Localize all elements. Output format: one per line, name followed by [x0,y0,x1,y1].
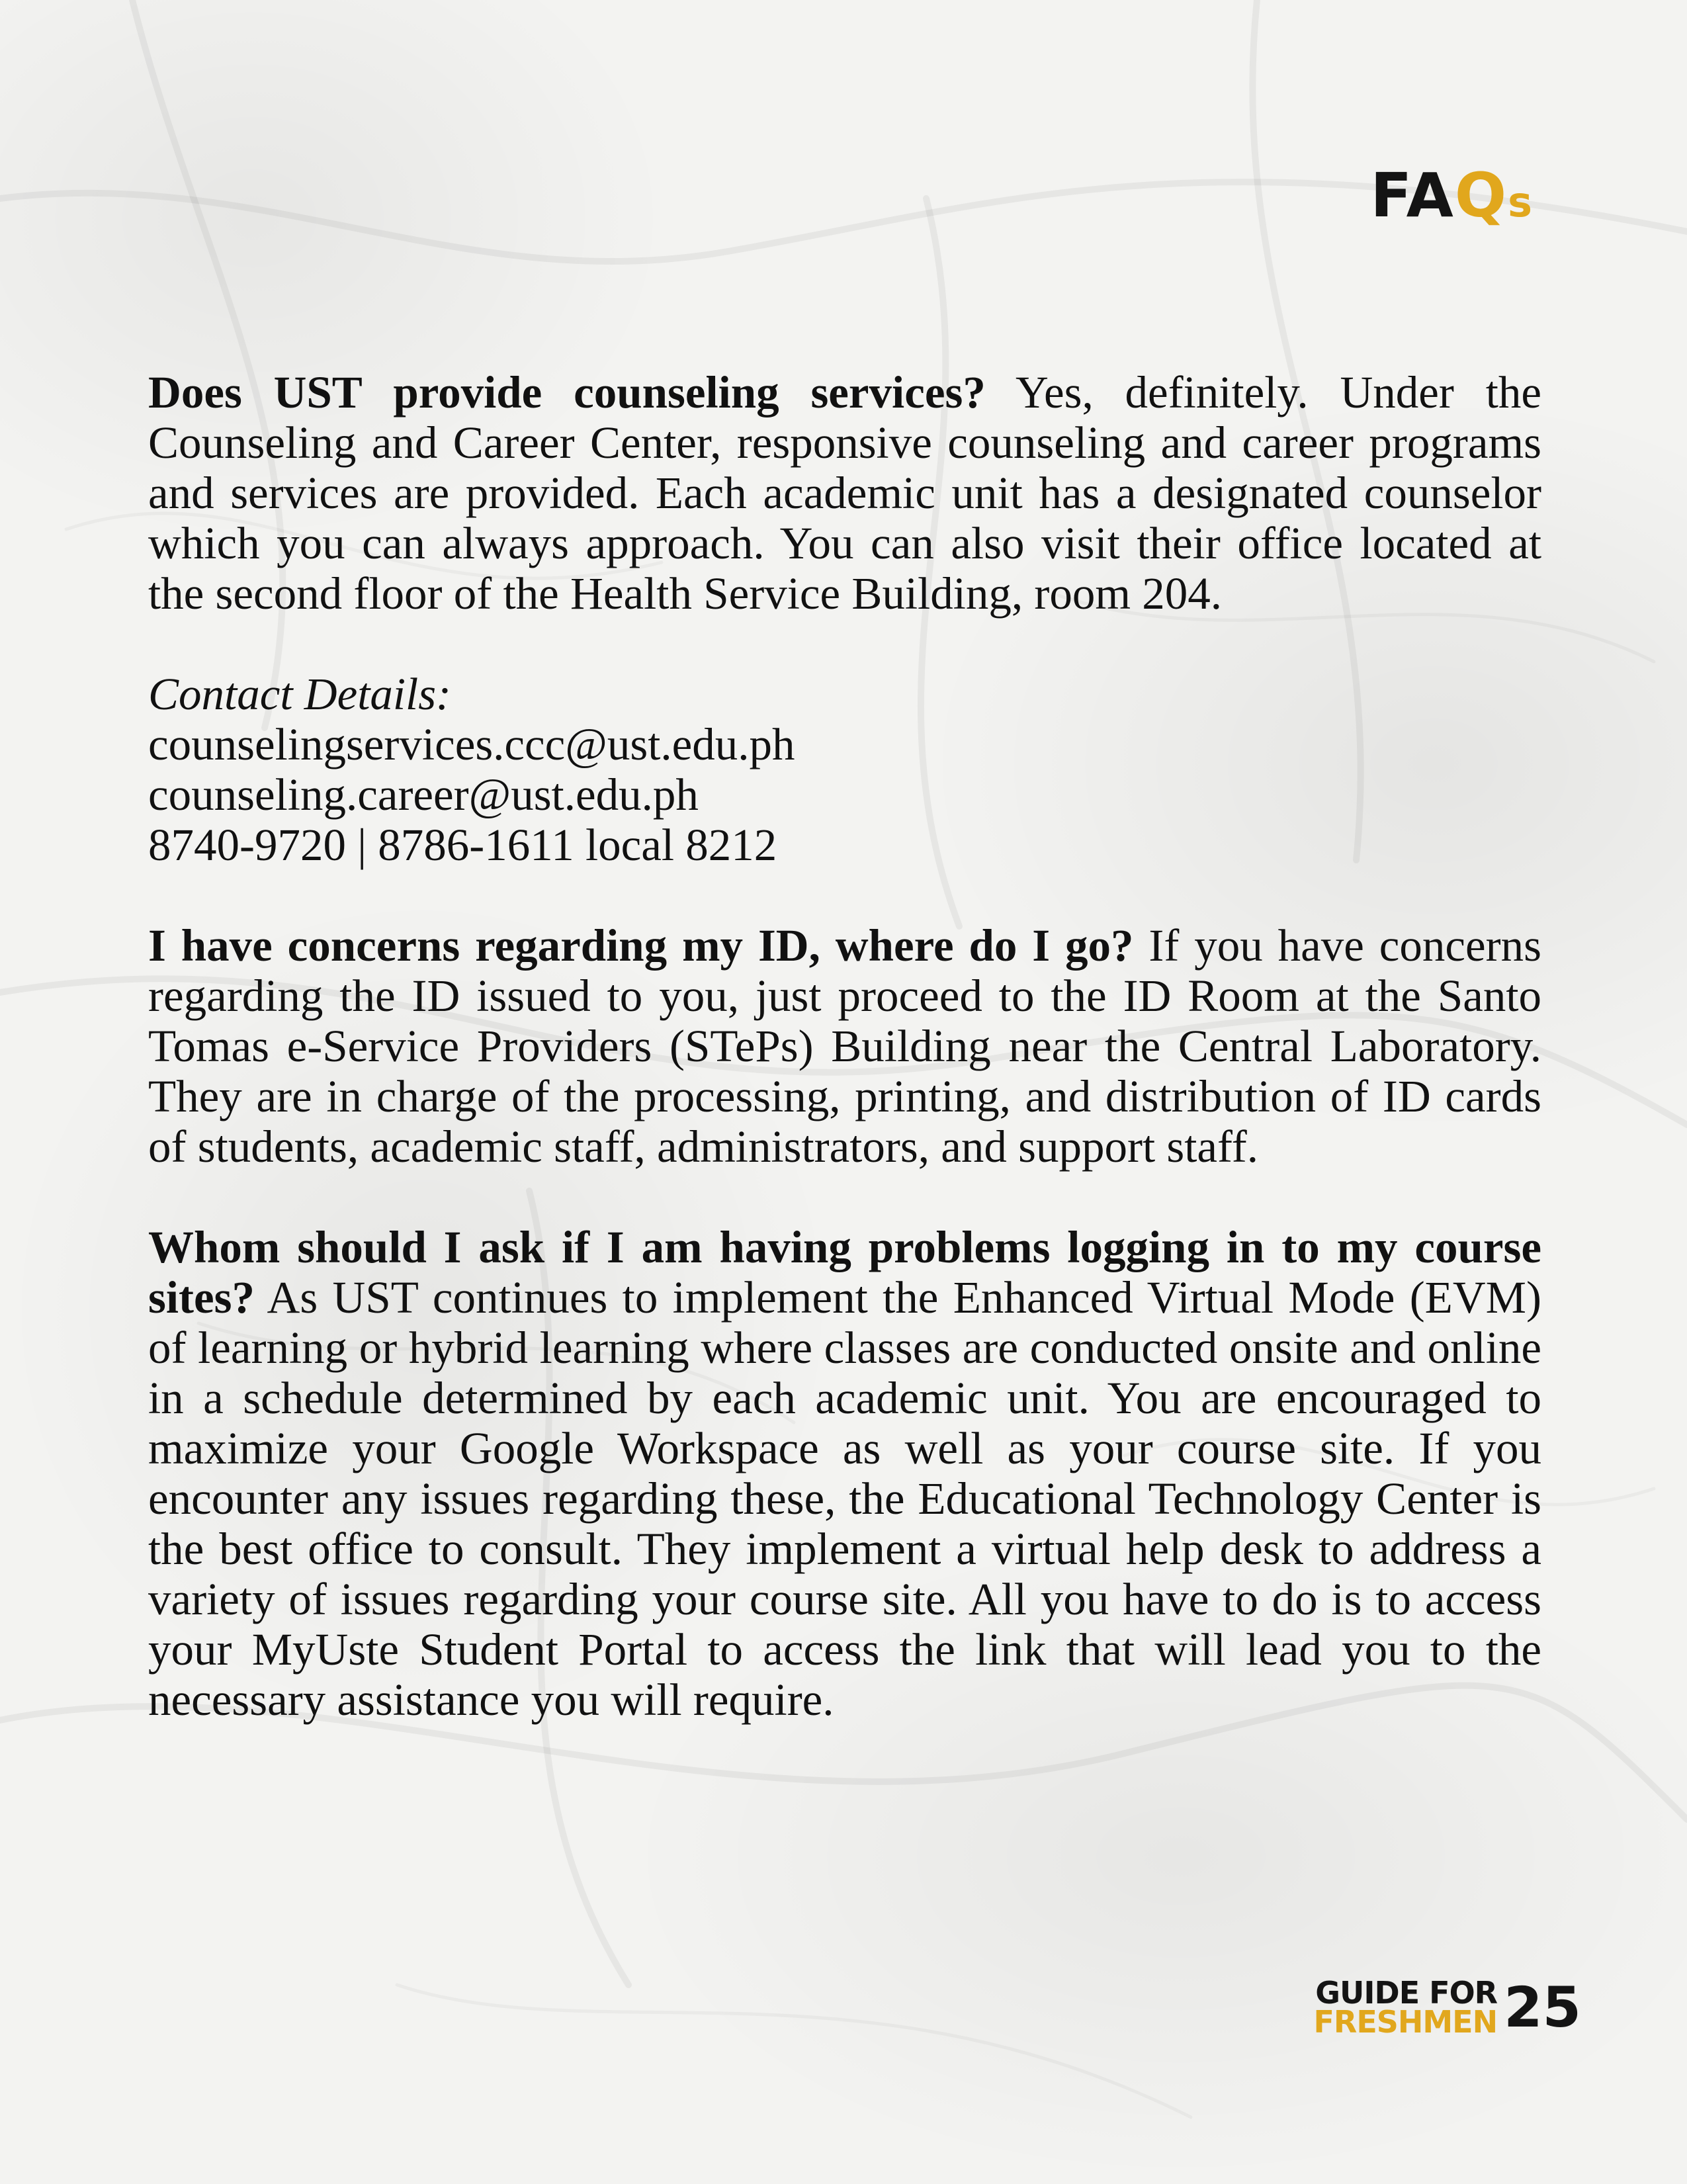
page-title [1370,160,1534,231]
title-fa: FA [1370,160,1455,231]
faq-content [148,367,1541,1775]
page-footer [1313,1975,1582,2040]
contact-phone: 8740-9720 | 8786-1611 local 8212 [148,820,777,870]
contact-details [148,669,1541,870]
faq-answer: As UST continues to implement the Enhanced Virtual Mode (EVM) of learning or hybrid learning where classes are conducted onsite and online in a schedule determined by each academic unit. You are encouraged to maximize your Google Workspace as well as your course site. If you encounter any issues regarding these, the Educational Technology Center is the best office to consult. They implement a virtual help desk to address a variety of issues regarding your course site. All you have to do is to access your MyUste Student Portal to access the link that will lead you to the necessary assistance you will require. [148,1272,1541,1725]
faq-question: Whom should I ask if I am having problems logging in to my course sites? [148,1222,1541,1323]
contact-email-1: counselingservices.ccc@ust.edu.ph [148,719,795,769]
faq-item-counseling [148,367,1541,619]
contact-label: Contact Details: [148,669,452,719]
faq-item-course-sites [148,1222,1541,1725]
title-s: s [1508,178,1534,226]
faq-item-id [148,920,1541,1172]
page-number: 25 [1504,1975,1581,2040]
footer-brand [1313,1975,1498,2040]
title-q: Q [1454,160,1508,231]
contact-email-2: counseling.career@ust.edu.ph [148,769,699,820]
footer-line-2: FRESHMEN [1313,2004,1498,2040]
faq-question: Does UST provide counseling services? [148,367,986,417]
faq-answer: If you have concerns regarding the ID issued to you, just proceed to the ID Room at the Santo Tomas e-Service Providers (STePs) Building near the Central Laboratory. They are in charge of the processing, printing, and distribution of ID cards of students, academic staff, administrators, and support staff. [148,920,1541,1172]
faq-question: I have concerns regarding my ID, where do I go? [148,920,1134,971]
faq-answer: Yes, definitely. Under the Counseling and Career Center, responsive counseling and career programs and services are provided. Each academic unit has a designated counselor which you can always approach. You can also visit their office located at the second floor of the Health Service Building, room 204. [148,367,1541,619]
footer-line-1: GUIDE FOR [1315,1975,1498,2011]
